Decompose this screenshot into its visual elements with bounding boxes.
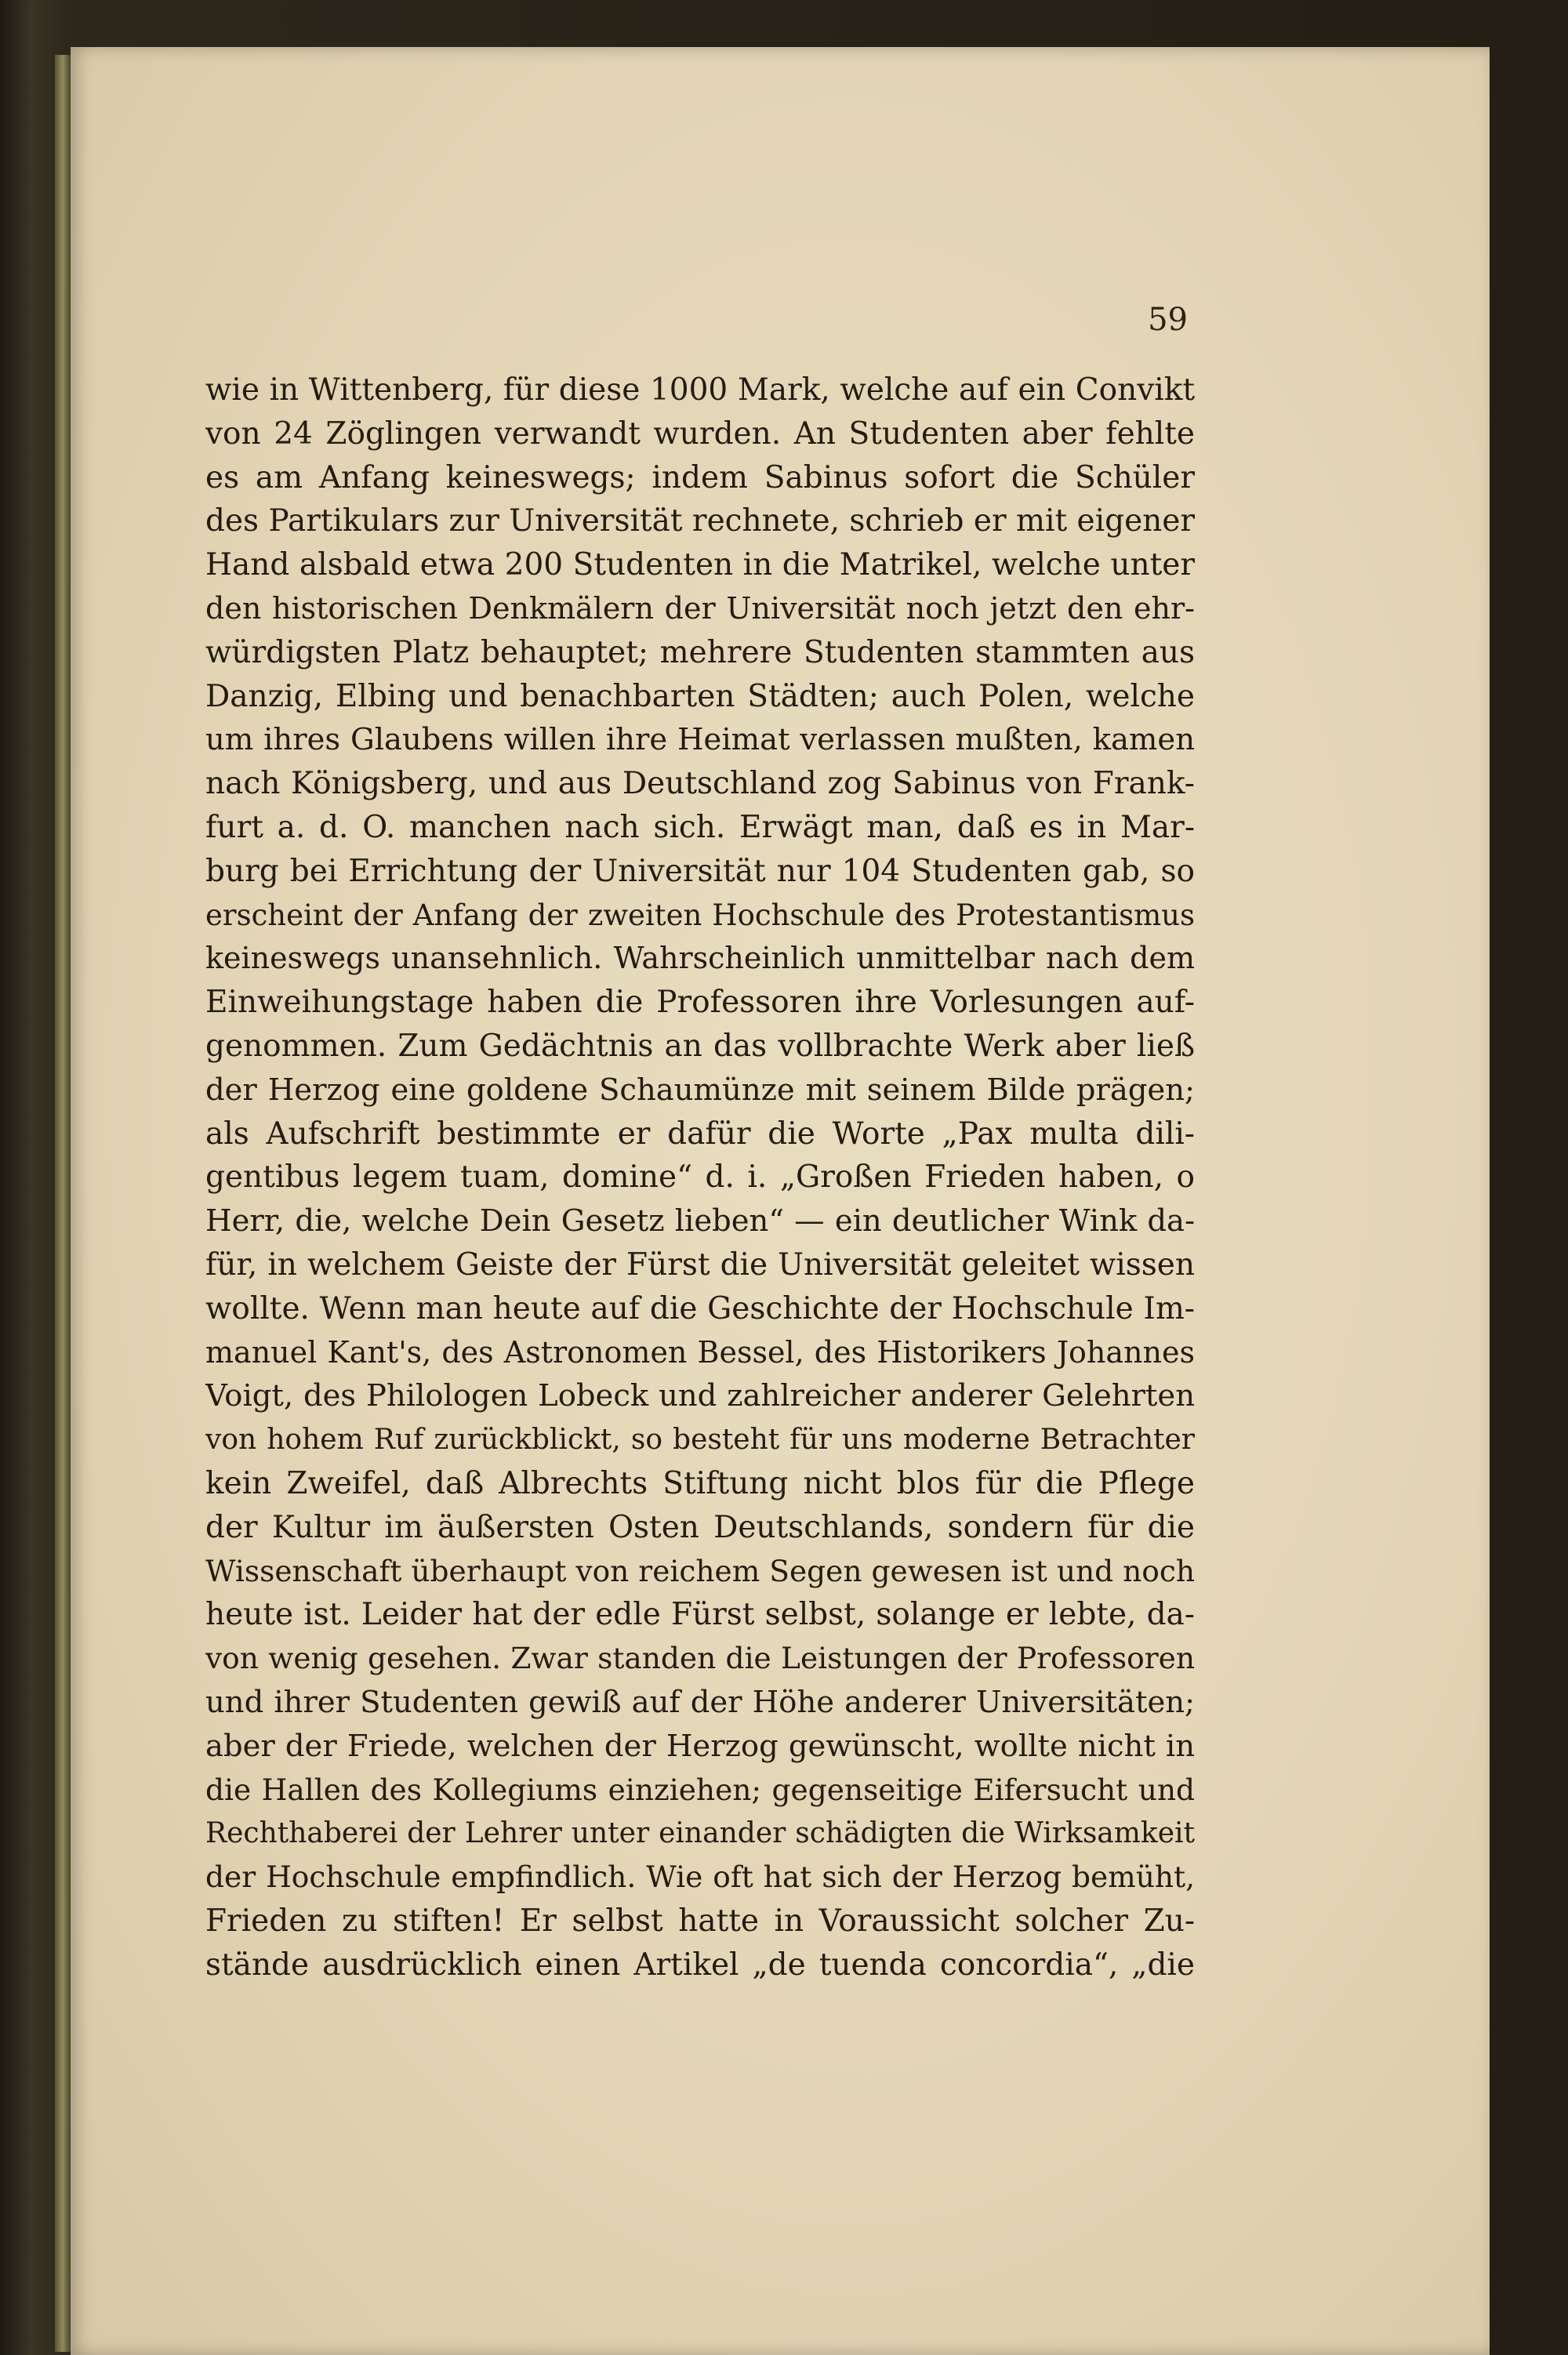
text-line: manuel Kant's, des Astronomen Bessel, des Historikers Johannes <box>205 1334 1195 1370</box>
book-binding-edge <box>55 55 71 2352</box>
text-line: kein Zweifel, daß Albrechts Stiftung nicht blos für die Pflege <box>205 1465 1195 1501</box>
text-line: heute ist. Leider hat der edle Fürst selbst, solange er lebte, da- <box>205 1597 1195 1633</box>
text-line: der Kultur im äußersten Osten Deutschlands, sondern für die <box>205 1509 1195 1545</box>
text-line: gentibus legem tuam, domine“ d. i. „Großen Frieden haben, o <box>205 1159 1195 1196</box>
text-line: als Aufschrift bestimmte er dafür die Worte „Pax multa dili- <box>205 1116 1195 1152</box>
text-line: keineswegs unansehnlich. Wahrscheinlich unmittelbar nach dem <box>205 941 1195 976</box>
text-line: die Hallen des Kollegiums einziehen; gegenseitige Eifersucht und <box>205 1772 1195 1807</box>
text-line: Hand alsbald etwa 200 Studenten in die Matrikel, welche unter <box>205 547 1195 583</box>
text-line: aber der Friede, welchen der Herzog gewünscht, wollte nicht in <box>205 1728 1195 1764</box>
text-line: von 24 Zöglingen verwandt wurden. An Studenten aber fehlte <box>205 415 1195 452</box>
text-line: Rechthaberei der Lehrer unter einander schädigten die Wirksamkeit <box>205 1817 1195 1850</box>
text-line: wollte. Wenn man heute auf die Geschichte der Hochschule Im- <box>205 1290 1195 1326</box>
text-line: genommen. Zum Gedächtnis an das vollbrachte Werk aber ließ <box>205 1028 1195 1064</box>
text-line: stände ausdrücklich einen Artikel „de tuenda concordia“, „die <box>205 1947 1195 1983</box>
text-line: und ihrer Studenten gewiß auf der Höhe anderer Universitäten; <box>205 1684 1195 1720</box>
text-line: Frieden zu stiften! Er selbst hatte in Voraussicht solcher Zu- <box>205 1903 1195 1939</box>
text-line: von hohem Ruf zurückblickt, so besteht für uns moderne Betrachter <box>205 1424 1195 1457</box>
text-line: burg bei Errichtung der Universität nur 104 Studenten gab, so <box>205 853 1195 889</box>
text-line: würdigsten Platz behauptet; mehrere Studenten stammten aus <box>205 634 1195 670</box>
text-line: Herr, die, welche Dein Gesetz lieben“ — ein deutlicher Wink da- <box>205 1203 1195 1239</box>
body-text <box>205 368 1195 1987</box>
text-line: furt a. d. O. manchen nach sich. Erwägt man, daß es in Mar- <box>205 809 1195 845</box>
text-line: nach Königsberg, und aus Deutschland zog Sabinus von Frank- <box>205 766 1195 802</box>
text-line: Voigt, des Philologen Lobeck und zahlreicher anderer Gelehrten <box>205 1378 1195 1414</box>
text-line: von wenig gesehen. Zwar standen die Leistungen der Professoren <box>205 1641 1195 1676</box>
text-line: der Hochschule empfindlich. Wie oft hat sich der Herzog bemüht, <box>205 1860 1195 1895</box>
text-line: den historischen Denkmälern der Universität noch jetzt den ehr- <box>205 590 1195 626</box>
text-line: für, in welchem Geiste der Fürst die Universität geleitet wissen <box>205 1246 1195 1283</box>
text-line: wie in Wittenberg, für diese 1000 Mark, welche auf ein Convikt <box>205 372 1195 408</box>
text-line: der Herzog eine goldene Schaumünze mit seinem Bilde prägen; <box>205 1072 1195 1108</box>
text-line: Wissenschaft überhaupt von reichem Segen gewesen ist und noch <box>205 1553 1195 1588</box>
text-line: erscheint der Anfang der zweiten Hochschule des Protestantismus <box>205 898 1195 932</box>
text-line: des Partikulars zur Universität rechnete, schrieb er mit eigener <box>205 503 1195 539</box>
text-line: um ihres Glaubens willen ihre Heimat verlassen mußten, kamen <box>205 722 1195 758</box>
text-line: Einweihungstage haben die Professoren ihre Vorlesungen auf- <box>205 985 1195 1021</box>
text-line: Danzig, Elbing und benachbarten Städten; auch Polen, welche <box>205 678 1195 714</box>
text-line: es am Anfang keineswegs; indem Sabinus sofort die Schüler <box>205 459 1195 495</box>
page-number: 59 <box>1148 302 1188 338</box>
